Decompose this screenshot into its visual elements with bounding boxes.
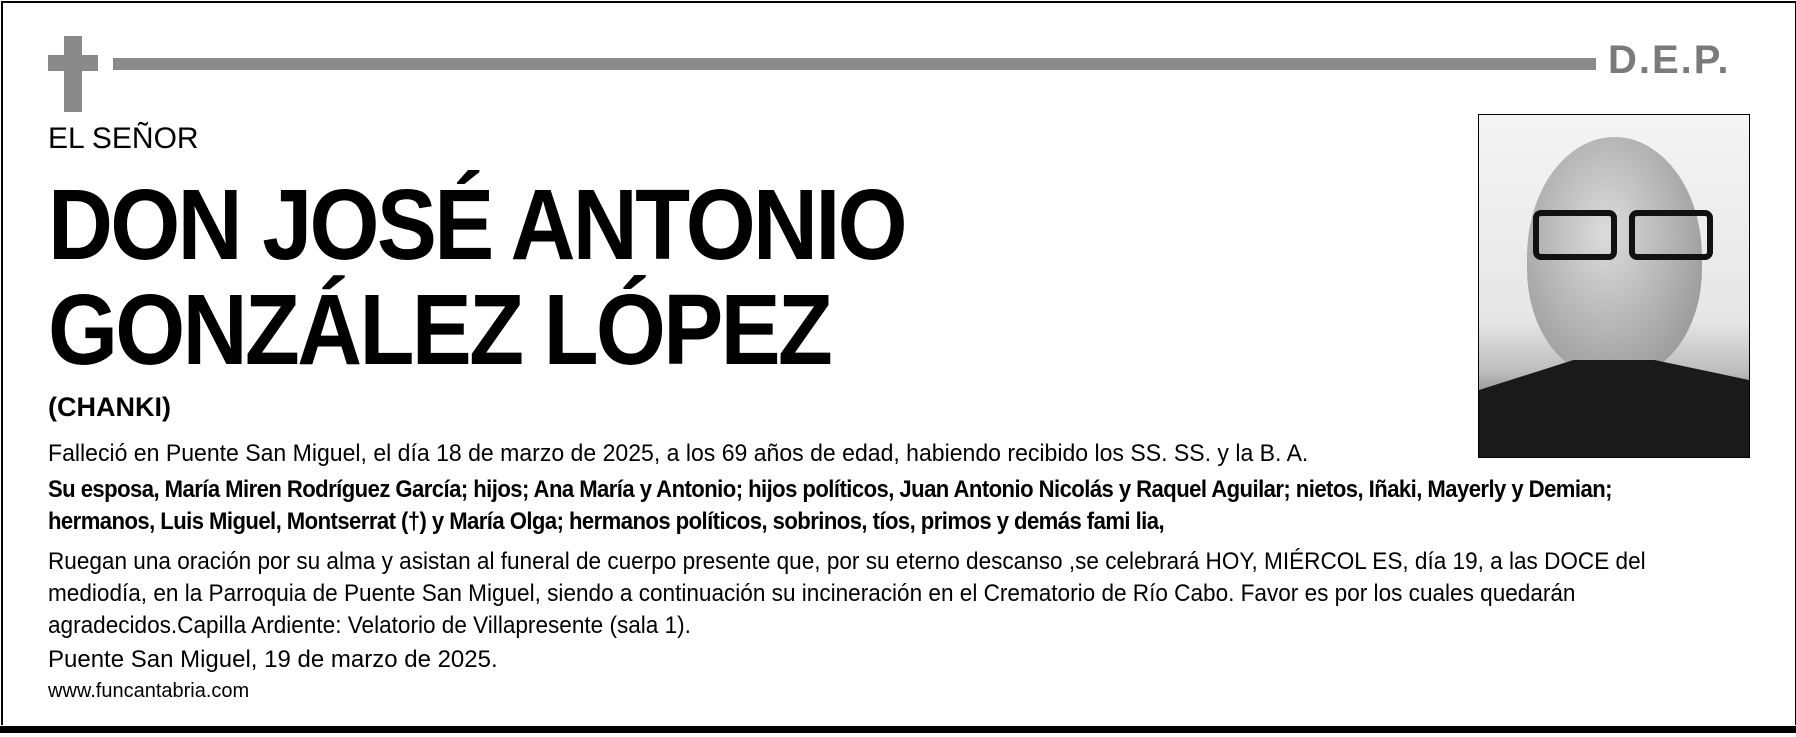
place-date: Puente San Miguel, 19 de marzo de 2025. bbox=[48, 646, 498, 673]
death-notice: Falleció en Puente San Miguel, el día 18 de marzo de 2025, a los 69 años de edad, habiendo recibido los SS. SS. y la B. A. bbox=[48, 440, 1309, 467]
deceased-name-line1: DON JOSÉ ANTONIO bbox=[48, 169, 905, 281]
deceased-name-line2: GONZÁLEZ LÓPEZ bbox=[48, 274, 831, 386]
bottom-rule bbox=[0, 726, 1796, 733]
website-link[interactable]: www.funcantabria.com bbox=[48, 680, 250, 702]
glasses-icon bbox=[1525, 210, 1713, 250]
nickname: (CHANKI) bbox=[48, 392, 171, 422]
dep-label: D.E.P. bbox=[1608, 38, 1731, 82]
title-prefix: EL SEÑOR bbox=[48, 122, 199, 155]
funeral-request: Ruegan una oración por su alma y asistan al funeral de cuerpo presente que, por su eterno descanso ,se celebrará HOY, MIÉRCOL ES, día 19, a las DOCE del mediodía, en la Parroquia de Puente San Miguel, siendo a continuación su incineración en el Crematorio de Río Cabo. Favor es por los cuales quedarán agradecidos.Capilla Ardiente: Velatorio de Villapresente (sala 1). bbox=[48, 548, 1646, 639]
header-rule bbox=[113, 58, 1596, 70]
portrait-photo bbox=[1478, 114, 1750, 458]
family-list: Su esposa, María Miren Rodríguez García; hijos; Ana María y Antonio; hijos políticos, Juan Antonio Nicolás y Raquel Aguilar; nietos, Iñaki, Mayerly y Demian; hermanos, Luis Miguel, Montserrat (†) y María Olga; hermanos políticos, sobrinos, tíos, primos y demás fami lia, bbox=[48, 476, 1612, 535]
